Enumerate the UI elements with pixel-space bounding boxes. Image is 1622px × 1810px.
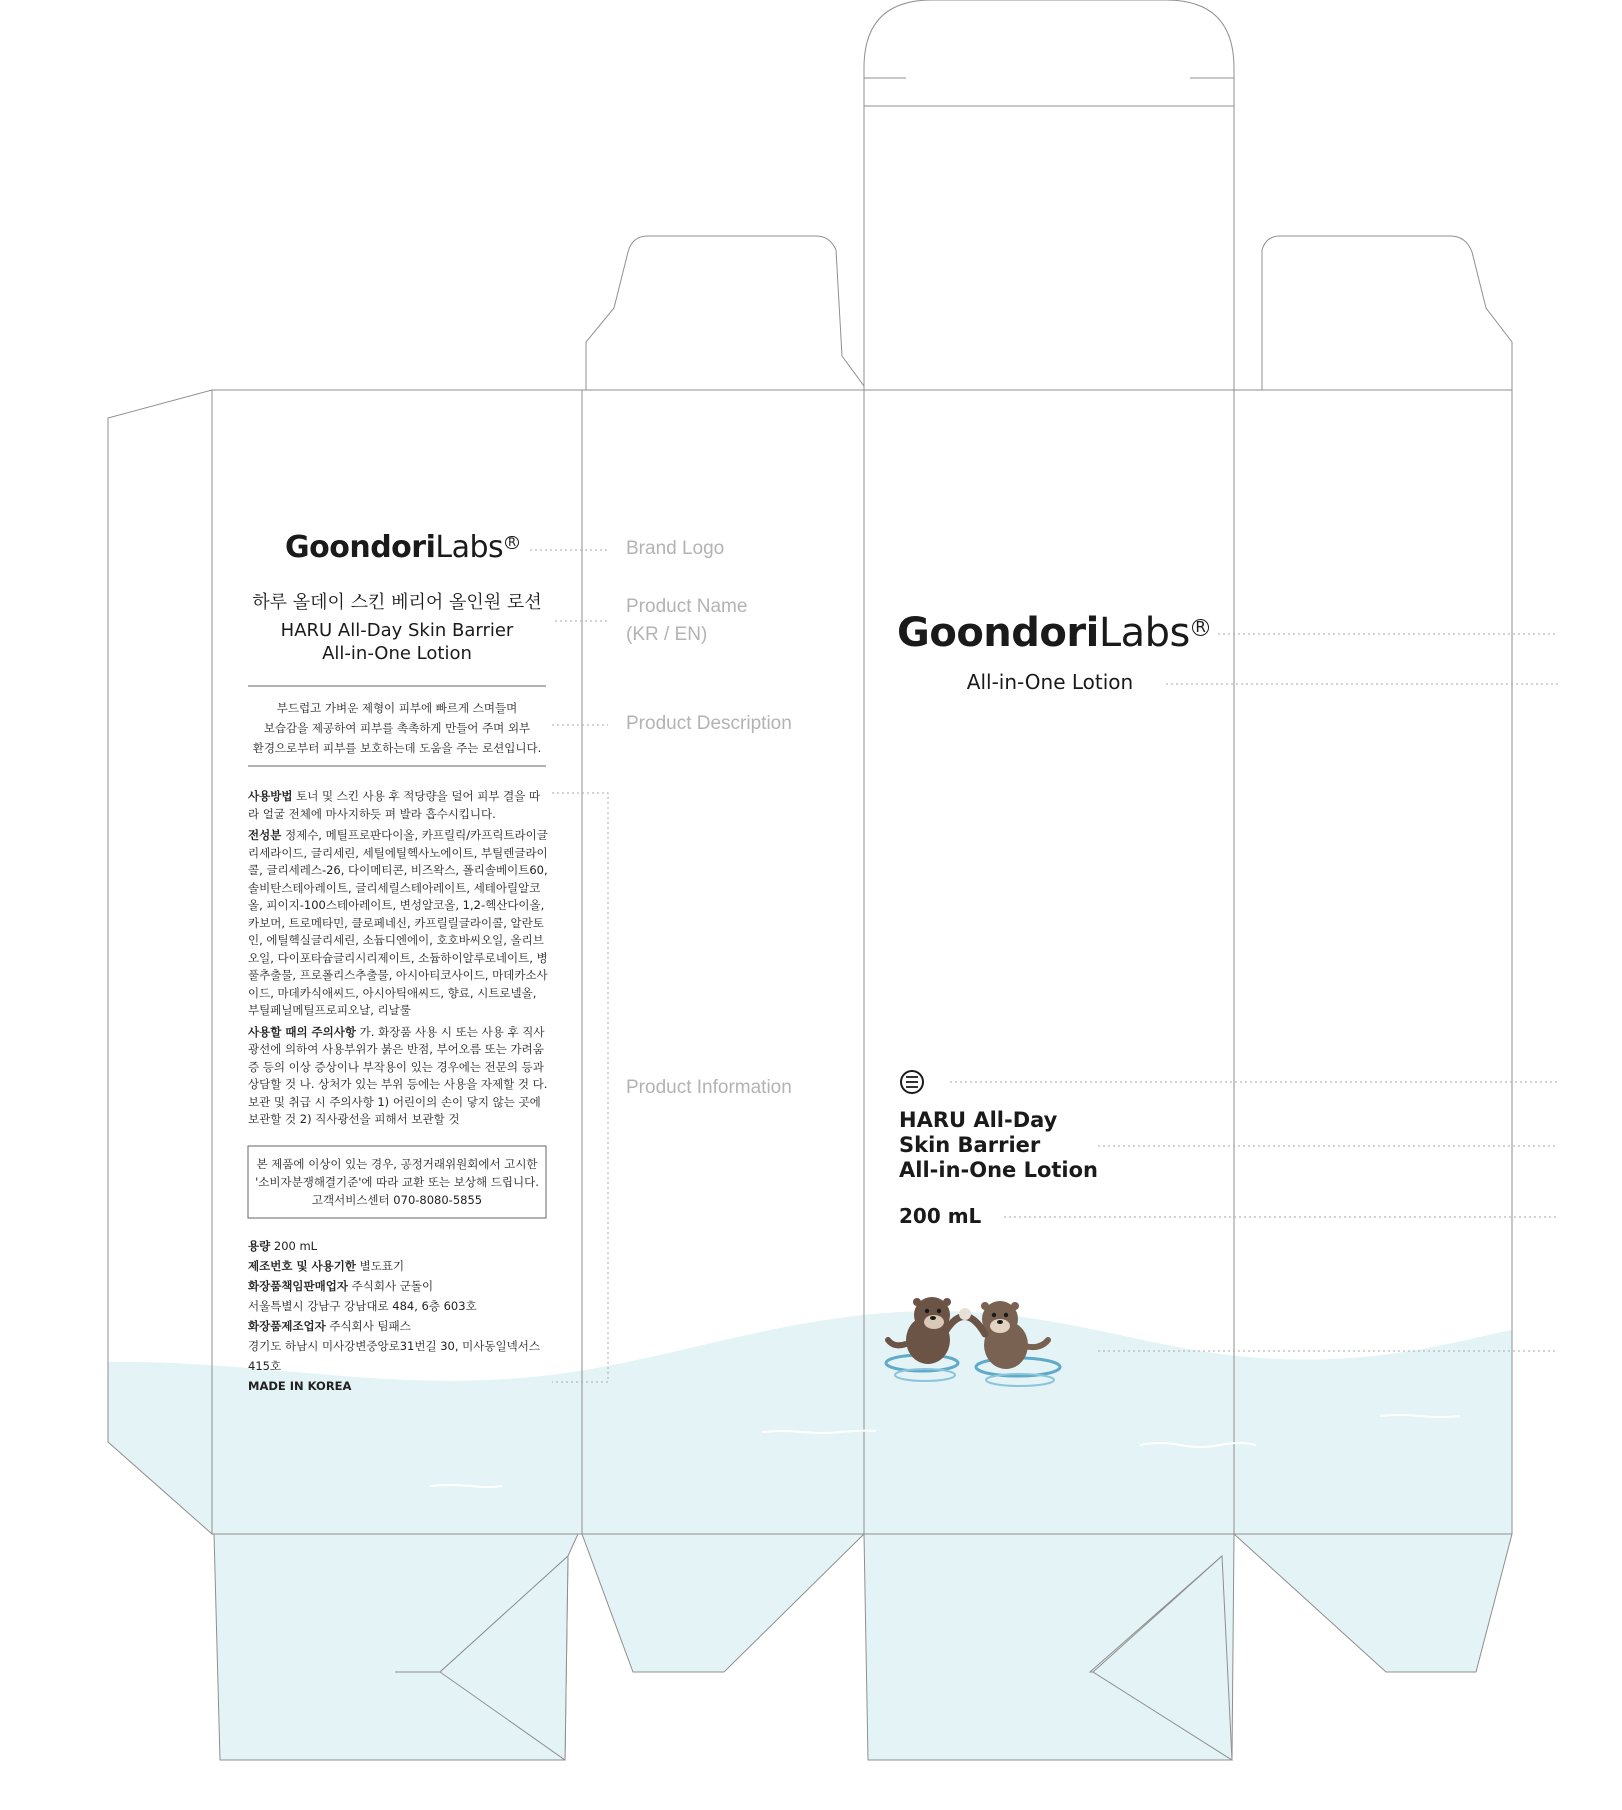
volume-label: 용량	[248, 1239, 271, 1253]
maker-value: 주식회사 팀패스	[325, 1319, 411, 1333]
front-product-name	[899, 1108, 1098, 1183]
notice-text	[248, 1155, 546, 1209]
volume-row	[248, 1236, 558, 1256]
usage-text: 토너 및 스킨 사용 후 적당량을 덜어 피부 결을 따라 얼굴 전체에 마사지하듯 펴 발라 흡수시킵니다.	[248, 789, 541, 821]
side-product-information	[248, 788, 548, 1129]
maker-label: 화장품제조업자	[248, 1319, 326, 1333]
dust-flap-right	[1234, 236, 1512, 390]
bottom-flap-4	[1234, 1534, 1512, 1672]
volume-value: 200 mL	[270, 1239, 318, 1253]
caution-label: 사용할 때의 주의사항	[248, 1024, 356, 1039]
seller-label: 화장품책임판매업자	[248, 1279, 348, 1293]
front-subtitle: All-in-One Lotion	[966, 670, 1134, 694]
top-lid	[864, 0, 1234, 390]
front-registered-mark: R	[1192, 619, 1209, 636]
notice-line-1: 본 제품에 이상이 있는 경우, 공정거래위원회에서 고시한	[256, 1157, 538, 1171]
maker-row	[248, 1316, 558, 1336]
callout-brand-logo: Brand Logo	[626, 538, 725, 559]
ingredients-label: 전성분	[248, 828, 282, 842]
lot-label: 제조번호 및 사용기한	[248, 1259, 356, 1273]
side-product-description	[240, 698, 554, 758]
caution-text: 가. 화장품 사용 시 또는 사용 후 직사광선에 의하여 사용부위가 붉은 반점, 부어오름 또는 가려움증 등의 이상 증상이나 부작용이 있는 경우에는 전문의 등과 상담할 것 나. 상처가 있는 부위 등에는 사용을 자제할 것 다. 보관 및 취급 시 주의사항 1) 어린이의 손이 닿지 않는 곳에 보관할 것 2) 직사광선을 피해서 보관할 것	[248, 1024, 548, 1126]
front-brand-logo	[897, 610, 1209, 656]
origin-text: MADE IN KOREA	[248, 1379, 352, 1393]
notice-line-2: '소비자분쟁해결기준'에 따라 교환 또는 보상해 드립니다.	[255, 1175, 539, 1189]
side-label-details	[248, 1236, 558, 1396]
front-brand-bold: Goondori	[897, 610, 1099, 656]
front-brand-light: Labs	[1098, 610, 1190, 656]
lot-value: 별도표기	[356, 1259, 405, 1273]
front-name-line-2: Skin Barrier	[899, 1133, 1041, 1157]
front-name-line-1: HARU All-Day	[899, 1108, 1058, 1132]
side-product-name-kr: 하루 올데이 스킨 베리어 올인원 로션	[252, 592, 542, 613]
usage-label: 사용방법	[248, 789, 293, 803]
brand-light: Labs	[435, 530, 504, 565]
ingredients-section	[248, 827, 548, 1020]
description-line-2: 보습감을 제공하여 피부를 촉촉하게 만들어 주며 외부	[263, 721, 531, 735]
caution-section	[248, 1024, 548, 1129]
front-name-line-3: All-in-One Lotion	[899, 1158, 1099, 1182]
description-line-3: 환경으로부터 피부를 보호하는데 도움을 주는 로션입니다.	[252, 741, 542, 755]
seller-address: 서울특별시 강남구 강남대로 484, 6층 603호	[248, 1299, 477, 1313]
side-product-name-en-2: All-in-One Lotion	[322, 643, 472, 664]
notice-line-3: 고객서비스센터 070-8080-5855	[311, 1193, 483, 1207]
callout-product-name-sub: (KR / EN)	[626, 624, 708, 645]
seller-value: 주식회사 군돌이	[347, 1279, 434, 1293]
registered-mark: R	[505, 536, 518, 549]
callout-product-name: Product Name	[626, 596, 748, 617]
brand-bold: Goondori	[285, 530, 436, 565]
side-brand-logo	[285, 530, 519, 565]
callout-product-description: Product Description	[626, 713, 792, 734]
description-line-1: 부드럽고 가벼운 제형이 피부에 빠르게 스며들며	[276, 701, 518, 715]
ingredients-text: 정제수, 메틸프로판다이올, 카프릴릭/카프릭트라이글리세라이드, 글리세린, 세틸에틸헥사노에이트, 부틸렌글라이콜, 글리세레스-26, 다이메티콘, 비즈왁스, 폴리솔베이트60, 솔비탄스테아레이트, 글리세릴스테아레이트, 세테아릴알코올, 피이지-100스테아레이트, 변성알코올, 1,2-헥산다이올, 카보머, 트로메타민, 클로페네신, 카프릴릴글라이콜, 알란토인, 에틸헥실글리세린, 소듐디엔에이, 호호바씨오일, 올리브오일, 다이포타슘글리시리제이트, 소듐하이알루로네이트, 병풀추출물, 프로폴리스추출물, 아시아티코사이드, 마데카소사이드, 마데카식애씨드, 아시아틱애씨드, 향료, 시트로넬올, 부틸페닐메틸프로피오날, 리날룰	[248, 828, 548, 1017]
lot-row	[248, 1256, 558, 1276]
side-product-name-en-1: HARU All-Day Skin Barrier	[280, 620, 514, 641]
callout-product-information: Product Information	[626, 1077, 792, 1098]
bottom-flap-2	[582, 1534, 864, 1672]
origin-label	[248, 1376, 558, 1396]
usage-section	[248, 788, 548, 823]
maker-address: 경기도 하남시 미사강변중앙로31번길 30, 미사동일넥서스 415호	[248, 1339, 540, 1373]
dust-flap-left	[586, 236, 864, 390]
list-circle-icon	[901, 1071, 923, 1093]
seller-row	[248, 1276, 558, 1296]
front-volume: 200 mL	[899, 1204, 982, 1228]
